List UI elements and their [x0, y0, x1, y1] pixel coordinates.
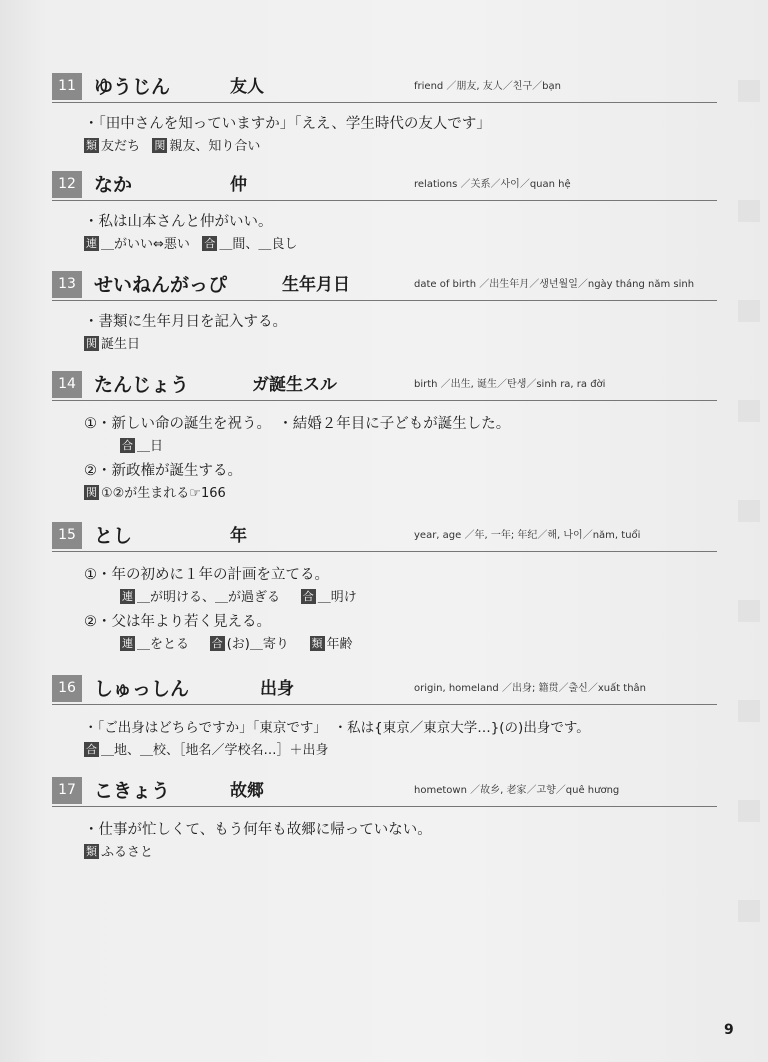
related-words — [84, 138, 717, 156]
related-words — [120, 438, 717, 456]
related-text: ＿明け — [317, 590, 357, 605]
related-text: 誕生日 — [101, 337, 141, 352]
entry-16 — [52, 674, 717, 760]
entry-header — [52, 270, 717, 301]
entry-17 — [52, 776, 717, 862]
entry-translation: year, age ／年, 一年; 年纪／해, 나이／năm, tuổi — [414, 530, 641, 541]
tag-badge: 合 — [204, 237, 216, 250]
entry-reading: こきょう — [94, 780, 171, 802]
related-text: ＿がいい⇔悪い — [101, 237, 190, 252]
entry-reading: なか — [94, 174, 133, 196]
related-text: ＿が明ける、＿が過ぎる — [137, 590, 281, 605]
entry-11 — [52, 72, 717, 156]
entry-reading: とし — [94, 525, 133, 547]
related-words — [84, 844, 717, 862]
entry-kanji: 故郷 — [230, 781, 264, 801]
tag-badge: 合 — [122, 439, 133, 452]
tag-badge: 類 — [86, 139, 97, 152]
related-text: 友だち — [101, 139, 141, 154]
entry-header — [52, 72, 717, 103]
entry-translation: origin, homeland ／出身; 籍贯／출신／xuất thân — [414, 683, 647, 694]
example-sentence: ・私は山本さんと仲がいい。 — [84, 214, 273, 230]
tag-badge: 合 — [86, 743, 97, 756]
entry-header — [52, 170, 717, 201]
example-sentence: ①・新しい命の誕生を祝う。 ・結婚２年目に子どもが誕生した。 — [84, 416, 511, 432]
tag-badge: 連 — [122, 590, 133, 603]
example-sentence: ②・新政権が誕生する。 — [84, 463, 242, 479]
entry-reading: たんじょう — [94, 374, 190, 396]
example-sentence: ・書類に生年月日を記入する。 — [84, 314, 287, 330]
entry-header — [52, 776, 717, 807]
tag-badge: 関 — [154, 139, 166, 152]
entry-number: 11 — [52, 73, 82, 100]
related-text: ＿日 — [137, 439, 164, 454]
example-sentence: ・仕事が忙しくて、もう何年も故郷に帰っていない。 — [84, 822, 432, 838]
tag-badge: 関 — [86, 486, 97, 499]
entry-kanji: 年 — [230, 526, 247, 546]
tag-badge: 連 — [86, 237, 97, 250]
entry-14 — [52, 370, 717, 503]
tag-badge: 合 — [302, 590, 314, 603]
related-words — [84, 485, 717, 503]
example-sentence: ②・父は年より若く見える。 — [84, 614, 271, 630]
entry-header — [52, 370, 717, 401]
related-words — [120, 589, 717, 607]
related-text: ふるさと — [101, 845, 154, 860]
entry-translation: friend ／朋友, 友人／친구／bạn — [414, 81, 561, 92]
related-text: 年齢 — [326, 637, 353, 652]
page-number: 9 — [724, 1022, 734, 1038]
entry-number: 13 — [52, 271, 82, 298]
entry-number: 12 — [52, 171, 82, 198]
related-words — [84, 336, 717, 354]
entry-13 — [52, 270, 717, 354]
entry-kanji: 友人 — [230, 77, 264, 97]
entry-kanji: 仲 — [230, 175, 247, 195]
related-text: 親友、知り合い — [169, 139, 261, 154]
example-sentence: ・「ご出身はどちらですか」「東京です」 ・私は{東京／東京大学…}(の)出身です。 — [84, 720, 590, 736]
related-text: (お)＿寄り — [226, 637, 289, 652]
entry-translation: relations ／关系／사이／quan hệ — [414, 179, 571, 190]
example-sentence: ①・年の初めに１年の計画を立てる。 — [84, 567, 329, 583]
tag-badge: 連 — [122, 637, 133, 650]
entry-kanji: ガ誕生スル — [252, 375, 337, 395]
tag-badge: 関 — [86, 337, 97, 350]
tag-badge: 合 — [211, 637, 223, 650]
entry-number: 16 — [52, 675, 82, 702]
entry-reading: せいねんがっぴ — [94, 274, 228, 296]
entry-number: 17 — [52, 777, 82, 804]
tag-badge: 類 — [86, 845, 97, 858]
entry-translation: hometown ／故乡, 老家／고향／quê hương — [414, 785, 620, 796]
bleed-through-shadow — [712, 40, 768, 1020]
entry-translation: date of birth ／出生年月／생년월일／ngày tháng năm sinh — [414, 279, 695, 290]
related-words — [84, 236, 717, 254]
entry-12 — [52, 170, 717, 254]
entry-header — [52, 521, 717, 552]
related-text: ＿地、＿校、［地名／学校名…］＋出身 — [101, 743, 329, 758]
related-words — [84, 742, 717, 760]
related-words — [120, 636, 717, 654]
entry-number: 14 — [52, 371, 82, 398]
entry-header — [52, 674, 717, 705]
related-text: ①②が生まれる☞166 — [101, 486, 226, 501]
related-text: ＿間、＿良し — [219, 237, 298, 252]
entry-reading: しゅっしん — [94, 678, 190, 700]
example-sentence: ・「田中さんを知っていますか」「ええ、学生時代の友人です」 — [84, 116, 491, 132]
entry-reading: ゆうじん — [94, 76, 171, 98]
entry-kanji: 生年月日 — [282, 275, 350, 295]
entry-translation: birth ／出生, 诞生／탄생／sinh ra, ra đời — [414, 379, 606, 390]
entry-kanji: 出身 — [260, 679, 294, 699]
related-text: ＿をとる — [137, 637, 190, 652]
entry-number: 15 — [52, 522, 82, 549]
entry-15 — [52, 521, 717, 654]
tag-badge: 類 — [311, 637, 323, 650]
